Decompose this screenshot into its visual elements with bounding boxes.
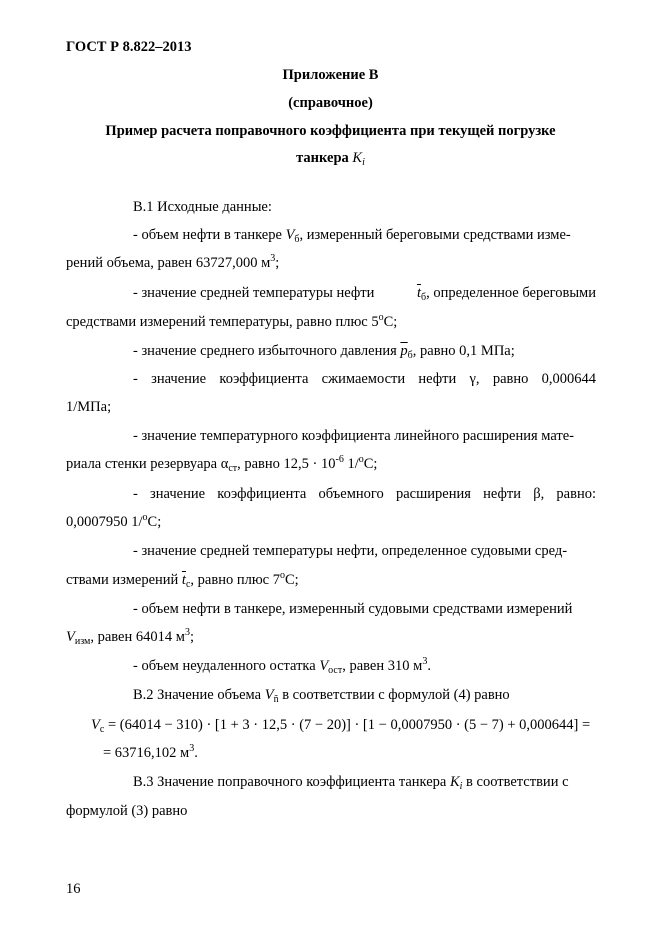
b1-item9: - объем неудаленного остатка $V_{ост}$, равен 310 $м^3$. — [133, 656, 431, 676]
appendix-title: Приложение В — [282, 67, 379, 83]
b1-item4-line2: 1/МПа; — [66, 399, 112, 415]
b2-formula: $V_с = (64014 - 310) \cdot [1 + 3 \cdot 12,5 \cdot (7 - 20)] \cdot [1 - 0,0007950 \cdot (5 - 7) + 0,000644]$ = — [91, 717, 591, 735]
b1-item6-line1: - значение коэффициента объемного расширения нефти β, равно: — [133, 486, 596, 502]
b1-item1-line1: - объем нефти в танкере $V_б$, измеренный береговыми средствами изме- — [133, 227, 571, 245]
document-header: ГОСТ Р 8.822–2013 — [66, 39, 192, 55]
b2-text: В.2 Значение объема $V_ñ$ в соответствии с формулой (4) равно — [133, 687, 510, 705]
b1-item8-line2: $V_{изм}$, равен 64014 $м^3$; — [66, 627, 194, 647]
b1-item6-line2: 0,0007950 1/$^o$C; — [66, 512, 162, 530]
b1-intro: В.1 Исходные данные: — [133, 199, 272, 215]
b1-item2-line1: - значение средней температуры нефти $\overline{t}_б$, определенное береговыми — [133, 285, 596, 303]
b1-item8-line1: - объем нефти в танкере, измеренный судовыми средствами измерений — [133, 601, 573, 617]
appendix-kind: (справочное) — [288, 95, 373, 111]
b3-text-line1: В.3 Значение поправочного коэффициента танкера $K_i$ в соответствии с — [133, 774, 569, 792]
b1-item2-line2: средствами измерений температуры, равно плюс 5$^o$C; — [66, 312, 398, 330]
b1-item7-line1: - значение средней температуры нефти, определенное судовыми сред- — [133, 543, 568, 559]
appendix-heading-line1: Пример расчета поправочного коэффициента при текущей погрузке — [105, 123, 556, 139]
appendix-heading-line2: танкера $K_i$ — [296, 150, 365, 168]
b1-item3: - значение среднего избыточного давления $\overline{p}_б$, равно 0,1 МПа; — [133, 343, 515, 361]
b3-text-line2: формулой (3) равно — [66, 803, 188, 819]
b1-item5-line2: риала стенки резервуара $\alpha_{ст}$, равно $12,5 \cdot 10^{-6}$ 1/$^o$C; — [66, 454, 378, 474]
b1-item7-line2: ствами измерений $\overline{t}_с$, равно плюс 7$^o$C; — [66, 570, 299, 590]
b1-item1-line2: рений объема, равен 63727,000 $м^3$; — [66, 253, 280, 271]
page-number: 16 — [66, 881, 81, 897]
b1-item4-line1: - значение коэффициента сжимаемости нефти γ, равно 0,000644 — [133, 371, 596, 387]
b2-result: = 63716,102 $м^3$. — [103, 743, 198, 761]
b1-item5-line1: - значение температурного коэффициента линейного расширения мате- — [133, 428, 575, 444]
